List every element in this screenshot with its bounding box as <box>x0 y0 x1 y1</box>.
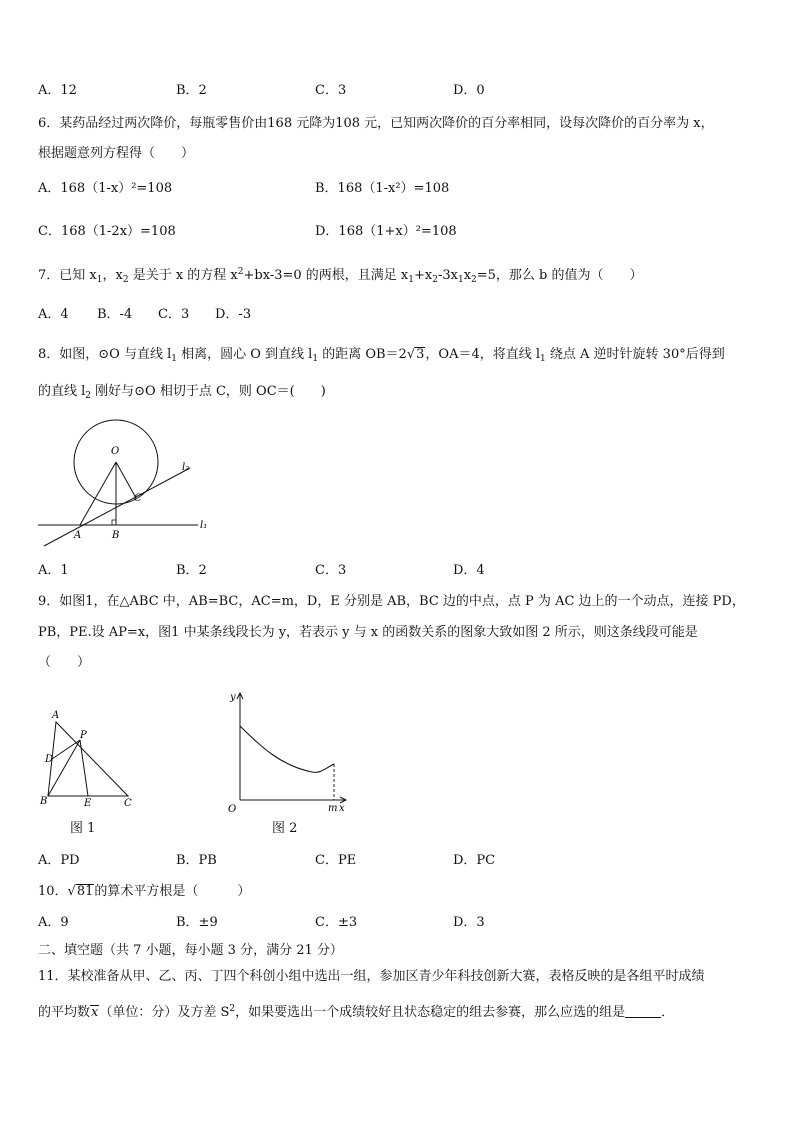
q9-stem-line1: 9．如图1，在△ABC 中，AB=BC，AC=m，D，E 分别是 AB，BC 边的中点，点 P 为 AC 边上的一个动点，连接 PD， <box>38 594 745 609</box>
q8-right-angle-mark <box>112 520 116 525</box>
q9-label-p: P <box>80 730 87 741</box>
q9-option-b: B．PB <box>176 853 217 868</box>
q8-option-b: B．2 <box>176 563 207 578</box>
q8-segment-oa <box>80 462 116 525</box>
q9-caption-2: 图 2 <box>272 821 298 836</box>
q9-caption-1: 图 1 <box>70 821 96 836</box>
q11-answer-blank[interactable] <box>625 1005 661 1018</box>
q8-label-b: B <box>112 530 120 541</box>
q8-label-o: O <box>111 446 120 457</box>
q10-option-b: B．±9 <box>176 915 218 930</box>
q9-segment-pe <box>80 740 88 796</box>
q9-stem-line3: （ ） <box>38 655 91 670</box>
q8-stem-line2: 的直线 $l_2$ 刚好与⊙O 相切于点 C，则 OC＝( ) <box>38 384 326 401</box>
q7-option-d: D．-3 <box>215 307 252 322</box>
q10-option-a: A．9 <box>38 915 69 930</box>
q9-figure-2 <box>222 688 352 816</box>
q9-figure-1 <box>36 700 146 812</box>
q10-radicand: 81 <box>76 884 94 899</box>
q7-option-a: A．4 <box>38 307 69 322</box>
q7-option-c: C．3 <box>158 307 190 322</box>
q6-option-d: D．168（1+x）²=108 <box>315 224 457 239</box>
q6-option-b: B．168（1-x²）=108 <box>315 181 450 196</box>
q8-option-c: C．3 <box>315 563 347 578</box>
q10-option-d: D．3 <box>453 915 485 930</box>
q10-option-c: C．±3 <box>315 915 358 930</box>
q7-option-b: B．-4 <box>97 307 133 322</box>
q11-stem-line2: 的平均数x（单位：分）及方差 $S^2$，如果要选出一个成绩较好且状态稳定的组去参赛，那么应选的组是 ． <box>38 1004 675 1020</box>
q8-label-l2: l₂ <box>182 462 190 473</box>
q9-label-d: D <box>45 754 54 765</box>
q8-segment-oc <box>116 462 136 498</box>
q9-label-x: x <box>339 803 345 814</box>
q8-option-d: D．4 <box>453 563 485 578</box>
section-2-title: 二、填空题（共 7 小题，每小题 3 分，满分 21 分） <box>38 943 343 958</box>
q8-label-a: A <box>74 530 82 541</box>
q9-option-a: A．PD <box>38 853 80 868</box>
q9-option-c: C．PE <box>315 853 357 868</box>
q9-label-a: A <box>52 710 60 721</box>
q9-label-y: y <box>230 692 236 703</box>
q6-option-c: C．168（1-2x）=108 <box>38 224 176 239</box>
q5-option-d: D．0 <box>453 83 485 98</box>
q6-stem-line2: 根据题意列方程得（ ） <box>38 146 195 161</box>
q9-stem-line2: PB，PE.设 AP=x，图1 中某条线段长为 y，若表示 y 与 x 的函数关系的图象大致如图 2 所示，则这条线段可能是 <box>38 625 698 640</box>
q11-stem-line1: 11．某校准备从甲、乙、丙、丁四个科创小组中选出一组，参加区青少年科技创新大赛，表格反映的是各组平时成绩 <box>38 969 705 984</box>
q9-label-e: E <box>84 798 92 809</box>
q8-label-l1: l₁ <box>200 520 208 531</box>
q6-stem-line1: 6．某药品经过两次降价，每瓶零售价由168 元降为108 元，已知两次降价的百分率相同，设每次降价的百分率为 x， <box>38 116 714 131</box>
q8-stem-line1: 8．如图，⊙O 与直线 $l_1$ 相离，圆心 O 到直线 $l_1$ 的距离 OB＝2√3，OA＝4，将直线 $l_1$ 绕点 A 逆时针旋转 30°后得到 <box>38 347 725 364</box>
q7-stem: 7．已知 $x_1$，$x_2$ 是关于 x 的方程 $x^2+bx-3=0$ 的两根，且满足 $x_1+x_2-3x_1x_2=5$，那么 b 的值为（ ） <box>38 267 643 285</box>
q5-option-b: B．2 <box>176 83 207 98</box>
q9-label-c: C <box>124 798 132 809</box>
q9-label-m: m <box>328 803 338 814</box>
q9-function-curve <box>240 726 334 772</box>
q5-option-c: C．3 <box>315 83 347 98</box>
q9-segment-pd <box>52 740 80 759</box>
q8-option-a: A．1 <box>38 563 69 578</box>
q9-triangle-abc <box>48 722 128 796</box>
q9-option-d: D．PC <box>453 853 496 868</box>
q8-figure <box>30 410 220 550</box>
q8-label-c: C <box>134 493 142 504</box>
q11-xbar: x <box>91 1005 99 1020</box>
q5-option-a: A．12 <box>38 83 77 98</box>
q9-label-o: O <box>228 804 237 815</box>
q6-option-a: A．168（1-x）²=108 <box>38 181 173 196</box>
q9-label-b: B <box>40 796 48 807</box>
q10-stem: 10．√81的算术平方根是（ ） <box>38 884 251 899</box>
